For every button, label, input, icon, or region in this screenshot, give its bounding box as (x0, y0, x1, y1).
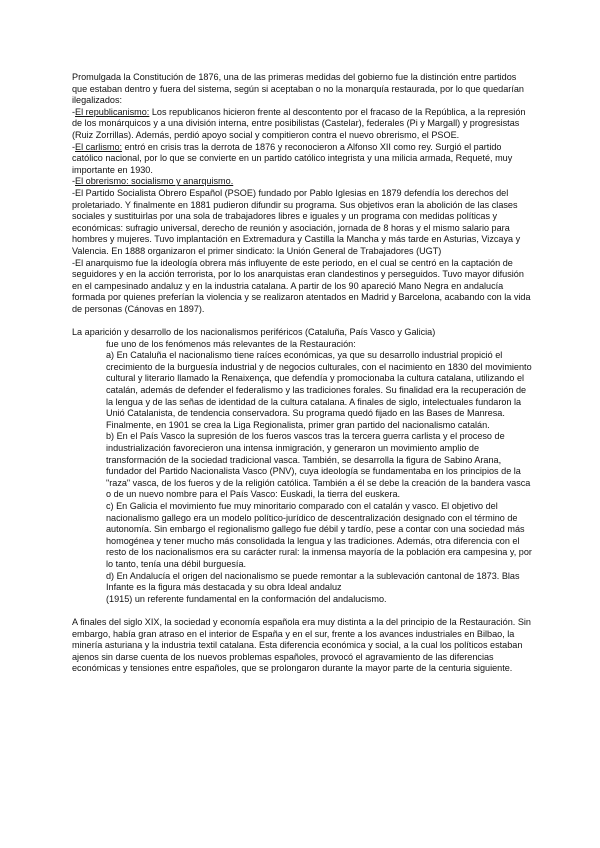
document-page (72, 72, 532, 675)
intro-paragraph: Promulgada la Constitución de 1876, una de las primeras medidas del gobierno fue la distinción entre partidos que estaban dentro y fuera del sistema, según si aceptaban o no la monarquía restaurada, por lo que quedarían ilegalizados: (72, 72, 524, 106)
republicanismo-paragraph (72, 107, 532, 142)
conclusion-paragraph: A finales del siglo XIX, la sociedad y economía española era muy distinta a la del principio de la Restauración. Sin embargo, había gran atraso en el interior de España y en el sur, frente a los avances industriales en Bilbao, la minería asturiana y la industria textil catalana. Esta diferencia económica y social, a la cual los políticos estaban ajenos sin darse cuenta de los nuevos problemas españoles, provocó el agravamiento de las diferencias económicas y tensiones entre españoles, que se prolongaron durante la mayor parte de la centuria siguiente. (72, 616, 531, 674)
carlismo-paragraph (72, 142, 532, 177)
republicanismo-heading: El republicanismo: (75, 106, 150, 117)
nacionalismos-intro-line2: fue uno de los fenómenos más relevantes de la Restauración: (106, 338, 356, 349)
obrerismo-heading (72, 176, 532, 188)
dash: - (72, 106, 76, 117)
dash: - (72, 176, 76, 187)
carlismo-text: entró en crisis tras la derrota de 1876 y reconocieron a Alfonso XII como rey. Surgió el partido católico nacional, por lo que se convierte en un partido católico integrista y una milicia armada, Requeté, muy importante en 1930. (72, 141, 513, 175)
paragraph-gap (72, 315, 532, 327)
psoe-paragraph: -El Partido Socialista Obrero Español (PSOE) fundado por Pablo Iglesias en 1879 defendía los derechos del proletariado. Y finalmente en 1881 pudieron difundir su programa. Sus objetivos eran la abolición de las clases sociales y sustituirlas por una sola de trabajadores libres e iguales y un programa con medidas políticas y económicas: sufragio universal, derecho de reunión y asociación, jornada de 8 horas y el mismo salario para hombres y mujeres. Tuvo implantación en Extremadura y Castilla la Mancha y más tarde en Asturias, Vizcaya y Valencia. En 1888 organizaron el primer sindicato: la Unión General de Trabajadores (UGT) (72, 187, 521, 256)
republicanismo-text: Los republicanos hicieron frente al descontento por el fracaso de la República, a la represión de los monárquicos y a una división interna, entre posibilistas (Castelar), federales (Pi y Margall) y progresistas (Ruiz Zorrillas). Además, perdió apoyo social y compitieron contra el nuevo obrerismo, el PSOE. (72, 106, 526, 140)
andalucia-text-1: d) En Andalucía el origen del nacionalismo se puede remontar a la sublevación cantonal de 1873. Blas Infante es la figura más destacada y su obra Ideal andaluz (106, 570, 520, 593)
nacionalismos-intro-line1: La aparición y desarrollo de los nacionalismos periféricos (Cataluña, País Vasco y Galicia) (72, 327, 436, 338)
nacionalismos-list (72, 350, 532, 605)
pais-vasco-item: b) En el País Vasco la supresión de los fueros vascos tras la tercera guerra carlista y el proceso de industrialización favorecieron una intensa inmigración, y generaron un movimiento amplio de transformación de la sociedad tradicional vasca. También, se desarrolla la figura de Sabino Arana, fundador del Partido Nacionalista Vasco (PNV), cuya ideología se fundamentaba en los principios de la "raza" vasca, de los fueros y de la religión católica. También a él se debe la creación de la bandera vasca o de un nuevo nombre para el País Vasco: Euskadi, la tierra del euskera. (106, 431, 531, 500)
obrerismo-label: El obrerismo: socialismo y anarquismo. (75, 176, 234, 187)
dash: - (72, 141, 76, 152)
anarquismo-paragraph: -El anarquismo fue la ideología obrera más influyente de este periodo, en el cual se centró en la captación de seguidores y en la acción terrorista, por lo los anarquistas eran clandestinos y perseguidos. Tuvo mayor difusión en el campesinado andaluz y en la industria catalana. A partir de los 90 apareció Mano Negra en andalucía formada por quienes preferían la violencia y se realizaron atentados en Madrid y Barcelona, acabando con la vida de personas (Cánovas en 1897). (72, 257, 531, 314)
andalucia-item (106, 571, 532, 606)
cataluna-item: a) En Cataluña el nacionalismo tiene raíces económicas, ya que su desarrollo industrial propició el crecimiento de la burguesía industrial y de negocios culturales, con el nacimiento en 1830 del movimiento cultural y literario llamado la Renaixença, que defendía y promocionaba la cultura catalana, utilizando el catalán, además de defender el federalismo y las tradiciones forales. Su finalidad era la recuperación de la lengua y de las señas de identidad de la cultura catalana. A finales de siglo, intelectuales fundaron la Unió Catalanista, de tendencia conservadora. Su programa quedó fijado en las Bases de Manresa. Finalmente, en 1901 se crea la Liga Regionalista, primer gran partido del nacionalismo catalán. (106, 350, 532, 430)
paragraph-gap (72, 605, 532, 617)
galicia-item: c) En Galicia el movimiento fue muy minoritario comparado con el catalán y vasco. El objetivo del nacionalismo gallego era un modelo político-jurídico de descentralización designado con el término de autonomía. Sin embargo el regionalismo gallego fue débil y tardío, pese a contar con una sociedad más homogénea y tener mucho más consolidada la lengua y las tradiciones. Además, otra diferencia con el resto de los nacionalismos era su carácter rural: la inmensa mayoría de la población era campesina y, por lo tanto, tenía una débil burguesía. (106, 500, 532, 569)
carlismo-heading: El carlismo: (75, 141, 123, 152)
andalucia-text-2: (1915) un referente fundamental en la conformación del andalucismo. (106, 593, 387, 604)
